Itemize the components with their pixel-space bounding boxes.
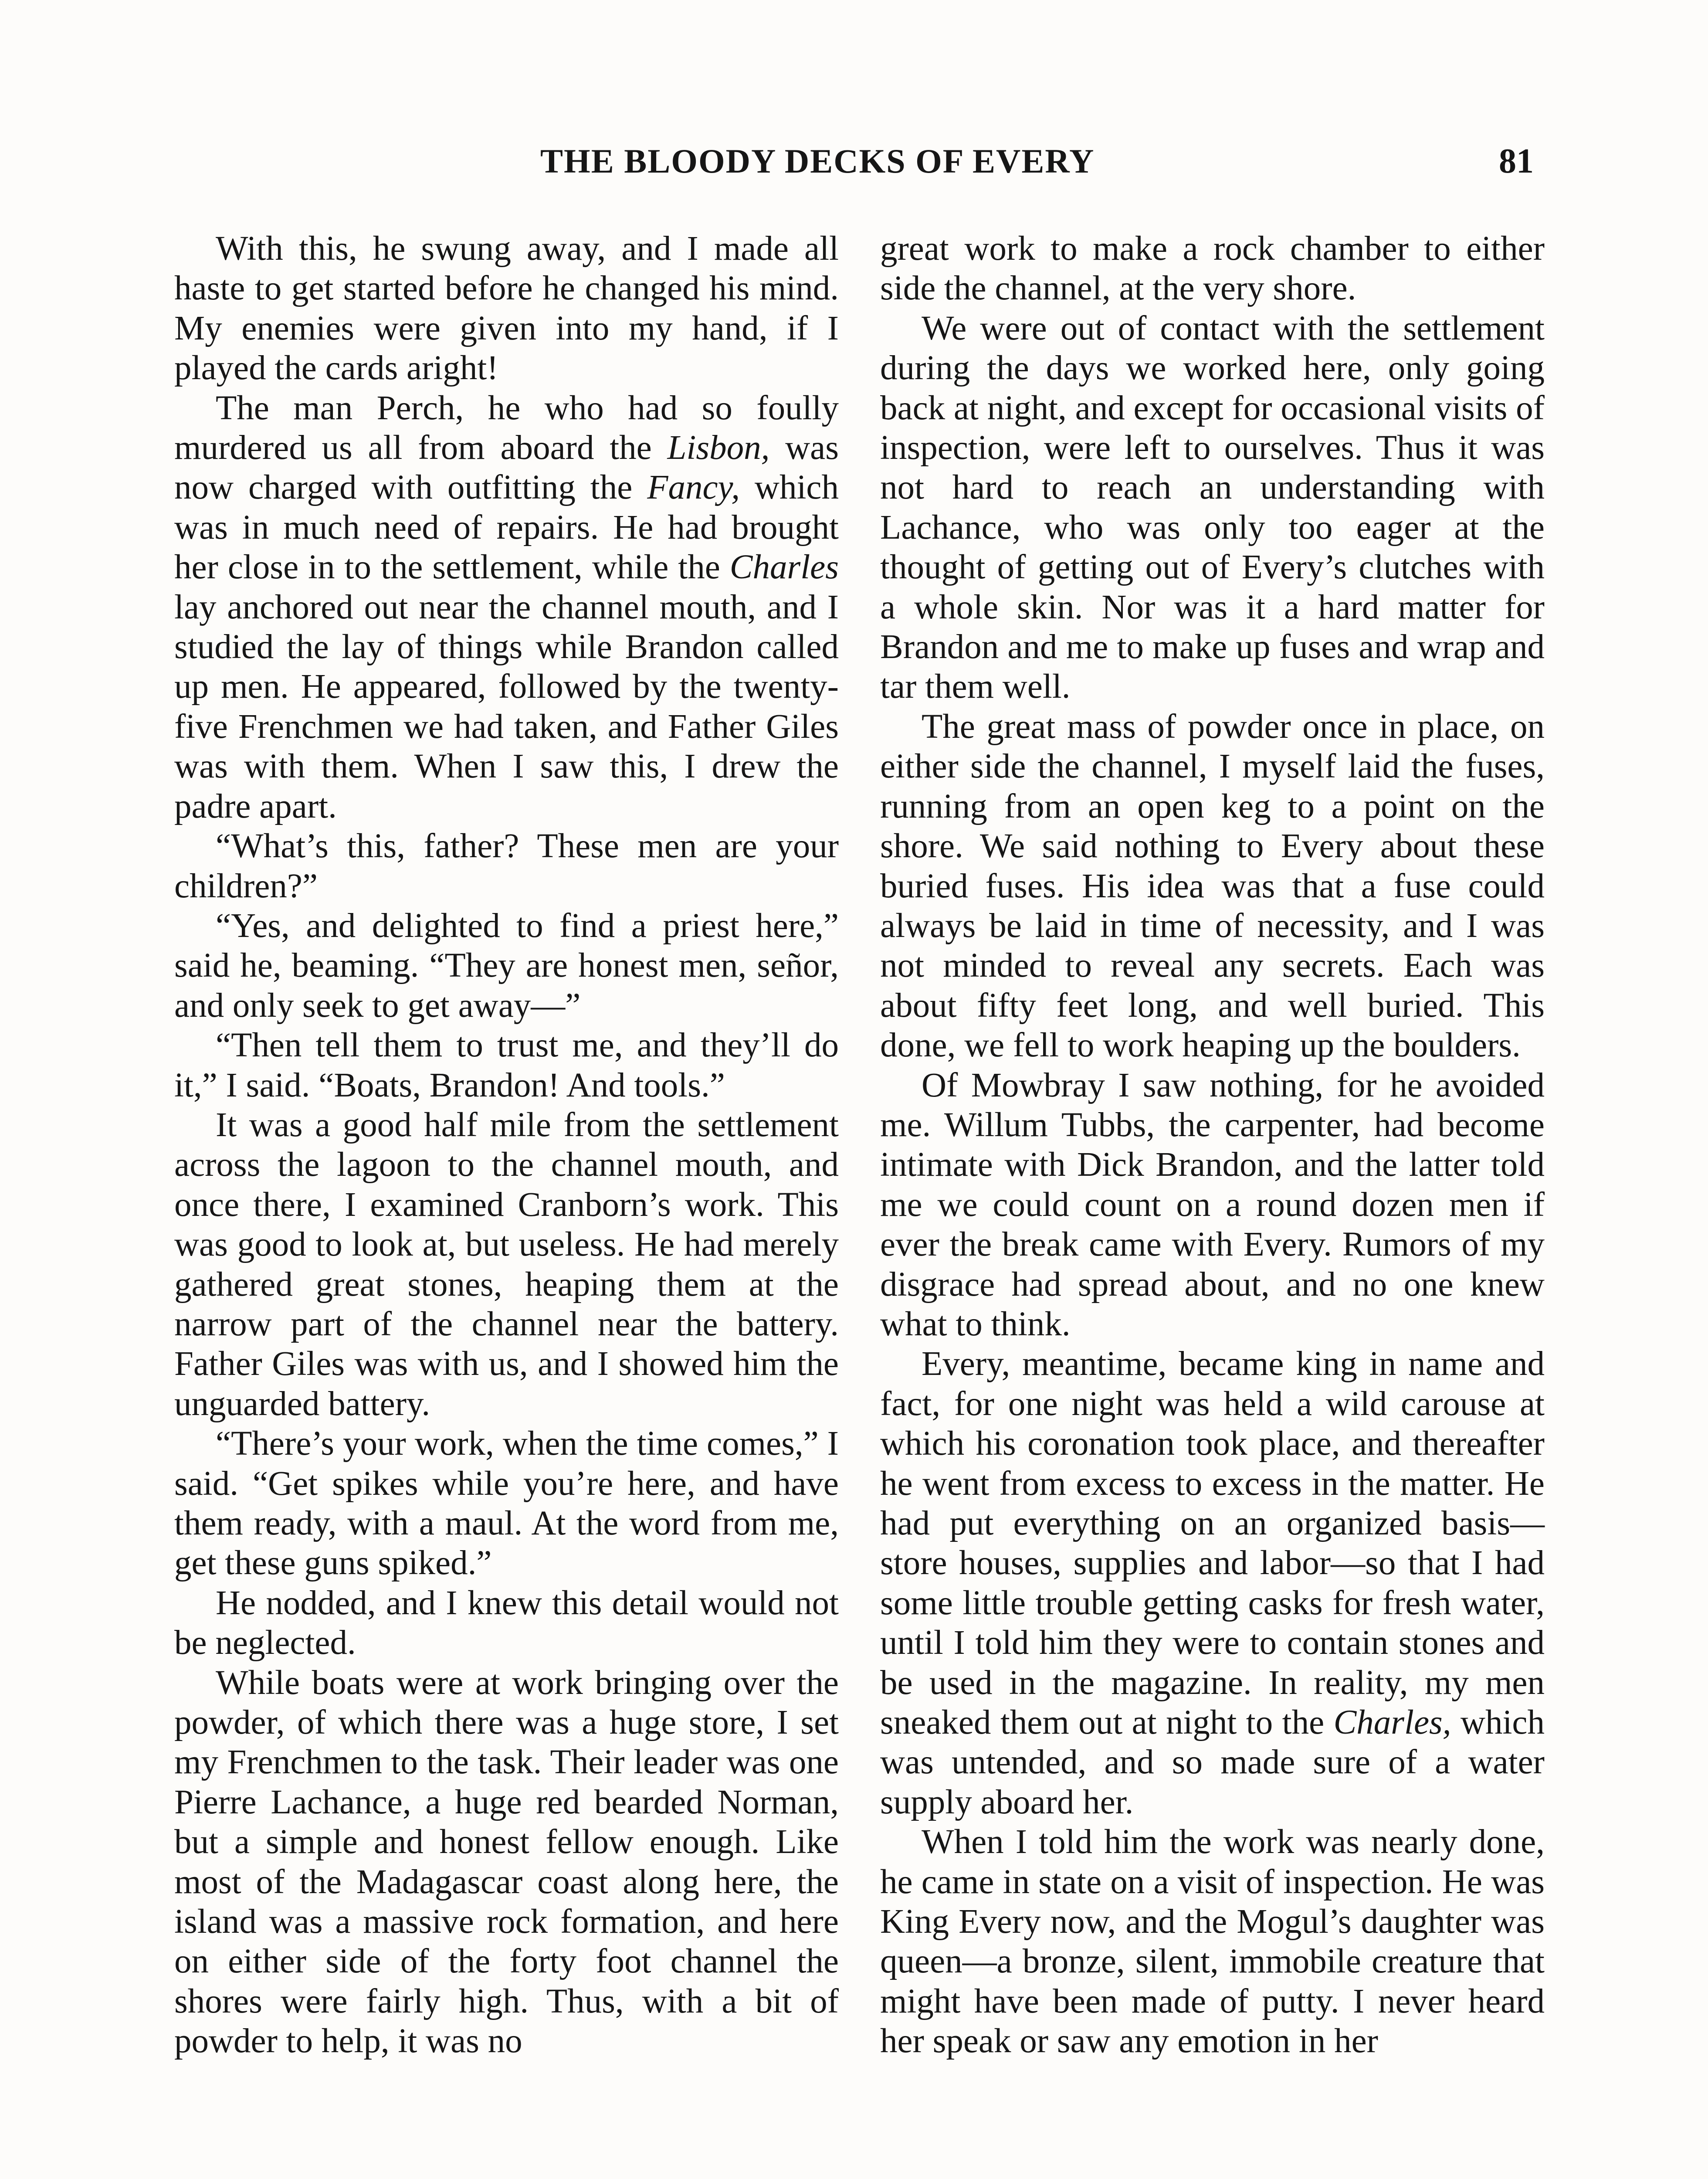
italic-ship-name: Charles xyxy=(729,548,839,587)
running-title: THE BLOODY DECKS OF EVERY xyxy=(540,142,1095,180)
page-number: 81 xyxy=(1499,142,1534,180)
text-run: Of Mowbray I saw nothing, for he avoided me. Willum Tubbs, the carpenter, had become intimate with Dick Brandon, and the latter told me we could count on a round dozen men if ever the break came with Every. Rumors of my disgrace had spread about, and no one knew what to think. xyxy=(880,1066,1545,1343)
story-paragraph xyxy=(174,1105,839,1424)
text-run: He nodded, and I knew this detail would not be neglected. xyxy=(174,1584,839,1662)
italic-ship-name: Fancy, xyxy=(647,468,740,507)
text-run: The man Perch, he who had so foully murdered us all from aboard the xyxy=(174,389,839,467)
story-paragraph xyxy=(174,1424,839,1583)
text-run: “Yes, and delighted to find a priest here,” said he, beaming. “They are honest men, señor, and only seek to get away—” xyxy=(174,906,839,1025)
story-paragraph xyxy=(880,1066,1545,1344)
text-run: lay anchored out near the channel mouth, and I studied the lay of things while Brandon called up men. He appeared, followed by the twenty-five Frenchmen we had taken, and Father Giles was with them. When I saw this, I drew the padre apart. xyxy=(174,588,839,825)
text-run: With this, he swung away, and I made all haste to get started before he changed his mind. My enemies were given into my hand, if I played the cards aright! xyxy=(174,230,839,387)
text-run: which was untended, and so made sure of a water supply aboard her. xyxy=(880,1704,1545,1821)
story-paragraph xyxy=(174,1025,839,1105)
story-paragraph xyxy=(174,1583,839,1663)
italic-ship-name: Lisbon, xyxy=(667,429,770,467)
text-run: “There’s your work, when the time comes,” I said. “Get spikes while you’re here, and have them ready, with a maul. At the word from me, get these guns spiked.” xyxy=(174,1425,839,1582)
story-paragraph xyxy=(174,906,839,1025)
text-run: Every, meantime, became king in name and fact, for one night was held a wild carouse at which his coronation took place, and thereafter he went from excess to excess in the matter. He had put everything on an organized basis—store houses, supplies and labor—so that I had some little trouble getting casks for fresh water, until I told him they were to contain stones and be used in the magazine. In reality, my men sneaked them out at night to the xyxy=(880,1345,1545,1742)
text-run: While boats were at work bringing over the powder, of which there was a huge store, I set my Frenchmen to the task. Their leader was one Pierre Lachance, a huge red bearded Norman, but a simple and honest fellow enough. Like most of the Madagascar coast along here, the island was a massive rock formation, and here on either side of the forty foot channel the shores were fairly high. Thus, with a bit of powder to help, it was no xyxy=(174,1663,839,2060)
text-column-right xyxy=(880,229,1545,2061)
text-run: great work to make a rock chamber to either side the channel, at the very shore. xyxy=(880,230,1545,308)
text-run: which was in much need of repairs. He had brought her close in to the settlement, while the xyxy=(174,468,839,587)
story-paragraph xyxy=(880,707,1545,1066)
italic-ship-name: Charles, xyxy=(1333,1704,1451,1742)
story-paragraph xyxy=(174,229,839,388)
text-run: It was a good half mile from the settlement across the lagoon to the channel mouth, and once there, I examined Cranborn’s work. This was good to look at, but useless. He had merely gathered great stones, heaping them at the narrow part of the channel near the battery. Father Giles was with us, and I showed him the unguarded battery. xyxy=(174,1106,839,1423)
text-run: was now charged with outfitting the xyxy=(174,429,839,507)
text-run: The great mass of powder once in place, on either side the channel, I myself laid the fuses, running from an open keg to a point on the shore. We said nothing to Every about these buried fuses. His idea was that a fuse could always be laid in time of necessity, and I was not minded to reveal any secrets. Each was about fifty feet long, and well buried. This done, we fell to work heaping up the boulders. xyxy=(880,707,1545,1065)
text-run: “What’s this, father? These men are your children?” xyxy=(174,827,839,905)
story-paragraph xyxy=(880,1822,1545,2061)
story-paragraph xyxy=(174,1663,839,2061)
story-paragraph xyxy=(880,1344,1545,1822)
story-paragraph xyxy=(880,309,1545,707)
story-paragraph xyxy=(174,388,839,826)
text-column-left xyxy=(174,229,839,2061)
text-run: When I told him the work was nearly done, he came in state on a visit of inspection. He was King Every now, and the Mogul’s daughter was queen—a bronze, silent, immobile creature that might have been made of putty. I never heard her speak or saw any emotion in her xyxy=(880,1823,1545,2060)
text-run: “Then tell them to trust me, and they’ll do it,” I said. “Boats, Brandon! And tools.” xyxy=(174,1026,839,1104)
text-run: We were out of contact with the settlement during the days we worked here, only going back at night, and except for occasional visits of inspection, were left to ourselves. Thus it was not hard to reach an understanding with Lachance, who was only too eager at the thought of getting out of Every’s clutches with a whole skin. Nor was it a hard matter for Brandon and me to make up fuses and wrap and tar them well. xyxy=(880,309,1545,706)
story-paragraph xyxy=(880,229,1545,309)
story-paragraph xyxy=(174,826,839,906)
